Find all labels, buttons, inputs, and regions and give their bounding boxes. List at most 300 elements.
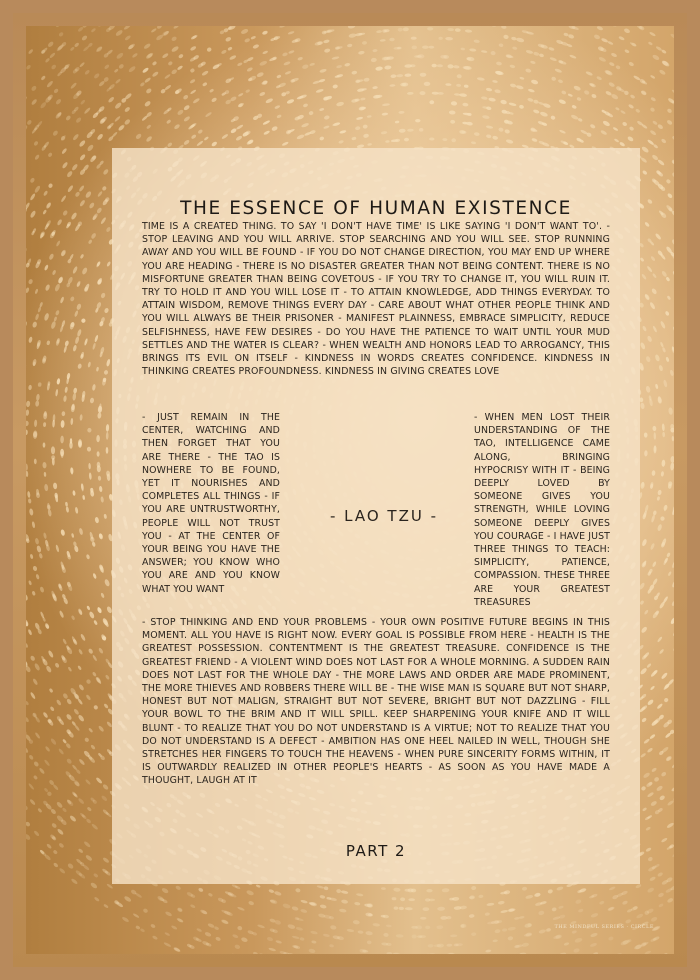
pattern-dot xyxy=(299,937,304,941)
pattern-dot xyxy=(671,89,674,95)
pattern-dot xyxy=(539,53,545,58)
pattern-dot xyxy=(639,600,644,605)
pattern-dot xyxy=(407,92,414,95)
pattern-dot xyxy=(106,424,110,432)
pattern-dot xyxy=(246,67,253,73)
pattern-dot xyxy=(608,936,614,941)
pattern-dot xyxy=(653,510,658,516)
pattern-dot xyxy=(196,140,204,146)
pattern-dot xyxy=(665,732,672,739)
pattern-dot xyxy=(84,107,92,115)
pattern-dot xyxy=(655,384,659,389)
pattern-dot xyxy=(672,135,674,141)
pattern-dot xyxy=(640,752,647,758)
pattern-dot xyxy=(43,141,50,149)
pattern-dot xyxy=(52,270,57,276)
pattern-dot xyxy=(635,883,642,889)
pattern-dot xyxy=(96,435,100,442)
pattern-dot xyxy=(86,605,90,610)
pattern-dot xyxy=(419,128,423,132)
pattern-dot xyxy=(449,110,456,115)
pattern-dot xyxy=(81,318,86,324)
pattern-dot xyxy=(519,916,525,920)
pattern-dot xyxy=(84,69,90,75)
pattern-dot xyxy=(26,619,29,627)
pattern-dot xyxy=(93,620,98,626)
pattern-dot xyxy=(62,638,67,645)
pattern-dot xyxy=(104,307,110,313)
pattern-dot xyxy=(74,42,80,48)
pattern-dot xyxy=(671,238,674,246)
pattern-dot xyxy=(393,906,398,910)
pattern-dot xyxy=(209,88,214,93)
pattern-dot xyxy=(666,108,672,114)
pattern-dot xyxy=(116,52,125,60)
pattern-dot xyxy=(262,120,270,126)
pattern-dot xyxy=(671,347,674,354)
pattern-dot xyxy=(177,109,185,116)
pattern-dot xyxy=(358,50,365,54)
pattern-dot xyxy=(376,30,382,33)
pattern-dot xyxy=(27,629,32,636)
pattern-dot xyxy=(391,897,396,901)
pattern-dot xyxy=(596,76,602,81)
pattern-dot xyxy=(628,104,635,110)
pattern-dot xyxy=(72,490,75,496)
pattern-dot xyxy=(556,886,563,891)
pattern-dot xyxy=(612,127,618,132)
pattern-dot xyxy=(96,302,102,310)
pattern-dot xyxy=(539,111,548,117)
pattern-dot xyxy=(57,828,65,836)
pattern-dot xyxy=(659,648,665,654)
pattern-dot xyxy=(422,46,429,49)
pattern-dot xyxy=(666,822,674,829)
pattern-dot xyxy=(367,115,372,118)
pattern-dot xyxy=(78,758,85,766)
pattern-dot xyxy=(490,51,496,56)
pattern-dot xyxy=(55,310,60,316)
pattern-dot xyxy=(404,73,411,77)
pattern-dot xyxy=(384,65,391,70)
pattern-dot xyxy=(79,199,86,207)
pattern-dot xyxy=(60,436,64,444)
pattern-dot xyxy=(45,57,51,63)
pattern-dot xyxy=(404,64,412,68)
pattern-dot xyxy=(38,382,42,387)
pattern-dot xyxy=(423,907,430,911)
pattern-dot xyxy=(190,68,196,74)
pattern-dot xyxy=(35,313,40,320)
pattern-dot xyxy=(627,136,634,143)
pattern-dot xyxy=(482,115,490,120)
pattern-dot xyxy=(485,949,492,952)
pattern-dot xyxy=(64,340,69,347)
pattern-dot xyxy=(486,125,494,129)
pattern-dot xyxy=(60,529,65,536)
pattern-dot xyxy=(438,37,443,40)
pattern-dot xyxy=(451,138,456,142)
pattern-dot xyxy=(602,120,611,127)
pattern-dot xyxy=(652,426,656,431)
pattern-dot xyxy=(526,49,534,54)
pattern-dot xyxy=(72,133,79,141)
pattern-dot xyxy=(424,82,431,86)
pattern-dot xyxy=(297,56,303,61)
pattern-dot xyxy=(252,44,259,50)
pattern-dot xyxy=(469,48,476,52)
pattern-dot xyxy=(151,71,159,78)
pattern-dot xyxy=(652,561,657,568)
pattern-dot xyxy=(48,183,54,189)
pattern-dot xyxy=(471,886,476,891)
pattern-dot xyxy=(516,85,524,90)
pattern-dot xyxy=(649,31,656,37)
pattern-dot xyxy=(235,135,243,141)
pattern-dot xyxy=(486,902,494,906)
pattern-dot xyxy=(282,52,288,57)
pattern-dot xyxy=(508,102,516,107)
pattern-dot xyxy=(670,33,674,39)
pattern-dot xyxy=(42,209,47,215)
pattern-dot xyxy=(356,116,363,120)
pattern-dot xyxy=(32,678,38,686)
pattern-dot xyxy=(91,823,99,830)
pattern-dot xyxy=(650,107,656,113)
pattern-dot xyxy=(85,854,93,862)
pattern-dot xyxy=(459,93,467,97)
pattern-dot xyxy=(69,442,72,449)
pattern-dot xyxy=(76,303,82,310)
pattern-dot xyxy=(171,36,178,42)
pattern-dot xyxy=(88,202,95,209)
pattern-dot xyxy=(139,82,145,88)
pattern-dot xyxy=(208,892,213,897)
pattern-dot xyxy=(407,129,414,132)
pattern-dot xyxy=(673,149,674,156)
pattern-dot xyxy=(671,580,674,589)
pattern-dot xyxy=(530,60,536,64)
pattern-dot xyxy=(351,136,356,140)
pattern-dot xyxy=(190,89,197,95)
pattern-dot xyxy=(593,34,600,40)
pattern-dot xyxy=(573,948,580,954)
pattern-dot xyxy=(651,154,659,161)
pattern-dot xyxy=(104,579,111,587)
pattern-dot xyxy=(43,422,46,427)
pattern-dot xyxy=(26,471,28,477)
pattern-dot xyxy=(412,45,418,49)
pattern-dot xyxy=(46,80,54,88)
pattern-dot xyxy=(82,864,90,871)
pattern-dot xyxy=(26,746,29,754)
pattern-dot xyxy=(502,928,508,932)
pattern-dot xyxy=(256,884,261,888)
pattern-dot xyxy=(460,48,465,51)
pattern-dot xyxy=(64,387,68,394)
pattern-dot xyxy=(102,857,110,864)
pattern-dot xyxy=(431,64,436,68)
pattern-dot xyxy=(651,767,657,773)
pattern-dot xyxy=(558,79,564,84)
pattern-dot xyxy=(372,49,377,53)
pattern-dot xyxy=(382,103,390,106)
pattern-dot xyxy=(652,120,658,126)
pattern-dot xyxy=(403,27,409,31)
pattern-dot xyxy=(554,68,562,73)
pattern-dot xyxy=(34,663,41,672)
pattern-dot xyxy=(26,96,28,103)
pattern-dot xyxy=(348,26,356,29)
pattern-dot xyxy=(633,75,641,81)
pattern-dot xyxy=(663,504,668,511)
pattern-dot xyxy=(437,64,443,67)
pattern-dot xyxy=(35,400,39,406)
pattern-dot xyxy=(128,65,137,73)
pattern-dot xyxy=(601,37,609,43)
pattern-dot xyxy=(652,325,657,332)
pattern-dot xyxy=(309,62,315,66)
pattern-dot xyxy=(659,795,666,801)
pattern-dot xyxy=(308,948,316,953)
pattern-dot xyxy=(167,61,173,67)
pattern-dot xyxy=(145,135,152,142)
pattern-dot xyxy=(456,84,461,87)
pattern-dot xyxy=(381,131,388,135)
pattern-dot xyxy=(78,139,86,147)
pattern-dot xyxy=(85,679,91,685)
pattern-dot xyxy=(371,58,378,63)
pattern-dot xyxy=(558,905,564,909)
pattern-dot xyxy=(610,52,617,58)
pattern-dot xyxy=(26,642,29,648)
pattern-dot xyxy=(156,26,162,30)
pattern-dot xyxy=(600,130,607,136)
pattern-dot xyxy=(42,711,48,718)
pattern-dot xyxy=(672,629,674,637)
pattern-dot xyxy=(171,45,180,53)
pattern-dot xyxy=(52,130,59,137)
pattern-dot xyxy=(619,141,626,147)
pattern-dot xyxy=(56,219,62,226)
pattern-dot xyxy=(494,929,500,934)
pattern-dot xyxy=(315,88,323,93)
pattern-dot xyxy=(274,890,282,896)
pattern-dot xyxy=(453,65,459,69)
pattern-dot xyxy=(26,700,29,705)
pattern-dot xyxy=(33,775,38,780)
pattern-dot xyxy=(659,253,666,261)
pattern-dot xyxy=(561,90,567,95)
pattern-dot xyxy=(645,826,651,831)
pattern-dot xyxy=(211,97,218,103)
pattern-dot xyxy=(665,276,670,281)
pattern-dot xyxy=(162,52,169,58)
pattern-dot xyxy=(85,190,93,198)
pattern-dot xyxy=(53,482,58,489)
pattern-dot xyxy=(641,273,647,280)
pattern-dot xyxy=(32,321,38,328)
pattern-dot xyxy=(49,688,54,693)
pattern-dot xyxy=(319,895,325,900)
pattern-dot xyxy=(310,930,318,935)
pattern-dot xyxy=(608,82,615,88)
pattern-dot xyxy=(445,83,451,86)
pattern-dot xyxy=(575,899,582,905)
pattern-dot xyxy=(615,65,621,70)
pattern-dot xyxy=(31,85,38,92)
pattern-dot xyxy=(578,908,584,913)
pattern-dot xyxy=(92,343,96,350)
pattern-dot xyxy=(229,55,237,61)
pattern-dot xyxy=(590,942,598,947)
pattern-dot xyxy=(533,99,539,104)
pattern-dot xyxy=(525,894,533,899)
pattern-dot xyxy=(503,34,509,39)
pattern-dot xyxy=(465,29,472,33)
pattern-dot xyxy=(211,141,218,147)
pattern-dot xyxy=(45,746,51,753)
pattern-dot xyxy=(571,930,577,934)
pattern-dot xyxy=(471,141,476,144)
pattern-dot xyxy=(238,92,244,97)
pattern-dot xyxy=(609,26,617,27)
pattern-dot xyxy=(189,78,195,84)
pattern-dot xyxy=(88,239,93,244)
pattern-dot xyxy=(81,35,88,42)
pattern-dot xyxy=(339,908,347,913)
pattern-dot xyxy=(473,39,480,43)
pattern-dot xyxy=(26,430,28,436)
pattern-dot xyxy=(173,26,179,29)
pattern-dot xyxy=(99,486,103,492)
pattern-dot xyxy=(45,665,52,673)
pattern-dot xyxy=(142,908,148,914)
pattern-dot xyxy=(279,26,286,28)
pattern-dot xyxy=(61,148,67,155)
pattern-dot xyxy=(661,672,669,680)
pattern-dot xyxy=(246,889,255,896)
pattern-dot xyxy=(94,517,99,524)
pattern-dot xyxy=(419,91,425,95)
pattern-dot xyxy=(165,911,173,917)
pattern-dot xyxy=(61,411,65,416)
pattern-dot xyxy=(28,385,32,391)
pattern-dot xyxy=(671,172,674,179)
pattern-dot xyxy=(68,666,73,672)
pattern-dot xyxy=(527,97,534,102)
pattern-dot xyxy=(380,39,386,42)
pattern-dot xyxy=(271,125,278,131)
pattern-dot xyxy=(408,898,415,901)
pattern-dot xyxy=(241,937,249,943)
pattern-dot xyxy=(62,210,68,217)
pattern-dot xyxy=(190,904,196,909)
pattern-dot xyxy=(39,586,44,593)
pattern-dot xyxy=(622,900,628,905)
pattern-dot xyxy=(74,191,80,198)
pattern-dot xyxy=(629,126,635,132)
pattern-dot xyxy=(287,924,295,930)
pattern-dot xyxy=(188,123,196,130)
pattern-dot xyxy=(415,119,420,122)
pattern-dot xyxy=(106,447,109,454)
pattern-dot xyxy=(309,901,317,907)
pattern-dot xyxy=(609,61,615,66)
pattern-dot xyxy=(428,46,434,49)
pattern-dot xyxy=(262,30,269,35)
pattern-dot xyxy=(47,505,52,511)
pattern-dot xyxy=(62,807,68,813)
pattern-dot xyxy=(74,724,80,731)
pattern-dot xyxy=(62,739,67,744)
pattern-dot xyxy=(167,142,173,148)
pattern-dot xyxy=(276,74,281,79)
pattern-dot xyxy=(205,111,213,117)
pattern-dot xyxy=(500,910,508,914)
pattern-dot xyxy=(105,226,111,232)
pattern-dot xyxy=(270,899,278,905)
pattern-dot xyxy=(106,87,112,93)
pattern-dot xyxy=(90,232,97,239)
pattern-dot xyxy=(481,96,488,100)
pattern-dot xyxy=(262,80,268,86)
pattern-dot xyxy=(253,951,258,954)
pattern-dot xyxy=(589,123,595,129)
pattern-dot xyxy=(85,818,91,824)
pattern-dot xyxy=(26,142,27,149)
pattern-dot xyxy=(551,76,557,81)
pattern-dot xyxy=(661,837,668,843)
pattern-dot xyxy=(644,504,649,512)
pattern-dot xyxy=(302,64,309,70)
pattern-dot xyxy=(76,858,83,865)
pattern-dot xyxy=(28,783,35,791)
pattern-dot xyxy=(66,698,73,705)
pattern-dot xyxy=(35,538,40,545)
pattern-dot xyxy=(571,104,577,109)
pattern-dot xyxy=(357,930,363,934)
pattern-dot xyxy=(44,484,49,492)
pattern-dot xyxy=(491,26,496,27)
pattern-dot xyxy=(569,54,577,59)
pattern-dot xyxy=(70,296,75,302)
pattern-dot xyxy=(607,906,615,912)
pattern-dot xyxy=(94,335,99,343)
pattern-dot xyxy=(248,900,255,906)
pattern-dot xyxy=(492,135,498,140)
pattern-dot xyxy=(668,571,672,576)
pattern-dot xyxy=(114,68,119,73)
pattern-dot xyxy=(564,942,570,946)
pattern-dot xyxy=(640,626,648,634)
pattern-dot xyxy=(645,356,651,363)
pattern-dot xyxy=(26,727,27,735)
pattern-dot xyxy=(79,414,82,421)
pattern-dot xyxy=(507,936,513,941)
pattern-dot xyxy=(538,929,546,934)
pattern-dot xyxy=(100,496,104,503)
pattern-dot xyxy=(642,807,647,812)
pattern-dot xyxy=(84,338,88,346)
pattern-dot xyxy=(81,267,88,275)
pattern-dot xyxy=(71,615,76,621)
pattern-dot xyxy=(29,798,36,805)
pattern-dot xyxy=(496,61,502,66)
pattern-dot xyxy=(72,764,78,770)
pattern-dot xyxy=(26,124,28,131)
pattern-dot xyxy=(183,104,190,111)
